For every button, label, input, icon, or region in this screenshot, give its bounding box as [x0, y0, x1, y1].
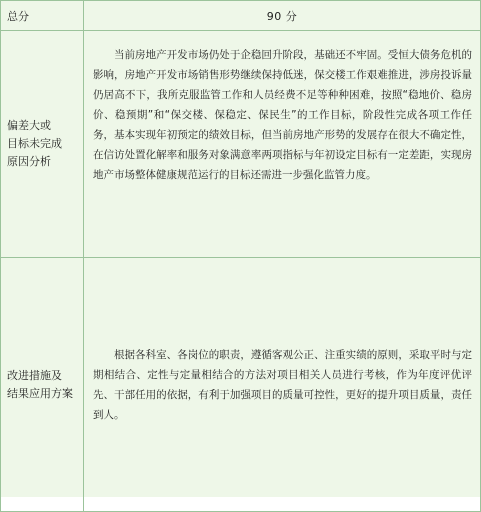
- improve-content: 根据各科室、各岗位的职责，遵循客观公正、注重实绩的原则，采取平时与定期相结合、定性与定量相结合的方法对项目相关人员进行考核，作为年度评优评先、干部任用的依据，有利于加强项目的质量可控性，更好的提升项目质量，责任到人。: [84, 258, 481, 512]
- improve-label-line: 改进措施及: [7, 368, 62, 382]
- analysis-label: [1, 31, 84, 258]
- analysis-label-line: 目标未完成: [7, 137, 62, 150]
- improve-label-line: 结果应用方案: [7, 386, 73, 400]
- improve-label: [1, 258, 84, 512]
- analysis-label-line: 偏差大或: [7, 119, 51, 132]
- score-row: [1, 1, 481, 31]
- score-label: 总分: [1, 1, 84, 31]
- analysis-row: [1, 31, 481, 258]
- improve-row: [1, 258, 481, 512]
- analysis-content: 当前房地产开发市场仍处于企稳回升阶段，基础还不牢固。受恒大债务危机的影响，房地产开发市场销售形势继续保持低迷，保交楼工作艰难推进，涉房投诉量仍居高不下，我所克服监管工作和人员经费不足等种种困难，按照“稳地价、稳房价、稳预期”和“保交楼、保稳定、保民生”的工作目标，阶段性完成各项工作任务，基本实现年初预定的绩效目标，但当前房地产形势的发展存在很大不确定性，在信访处置化解率和服务对象满意率两项指标与年初设定目标有一定差距，实现房地产市场整体健康规范运行的目标还需进一步强化监管力度。: [84, 31, 481, 258]
- score-value: 90 分: [84, 1, 481, 31]
- analysis-label-line: 原因分析: [7, 155, 51, 168]
